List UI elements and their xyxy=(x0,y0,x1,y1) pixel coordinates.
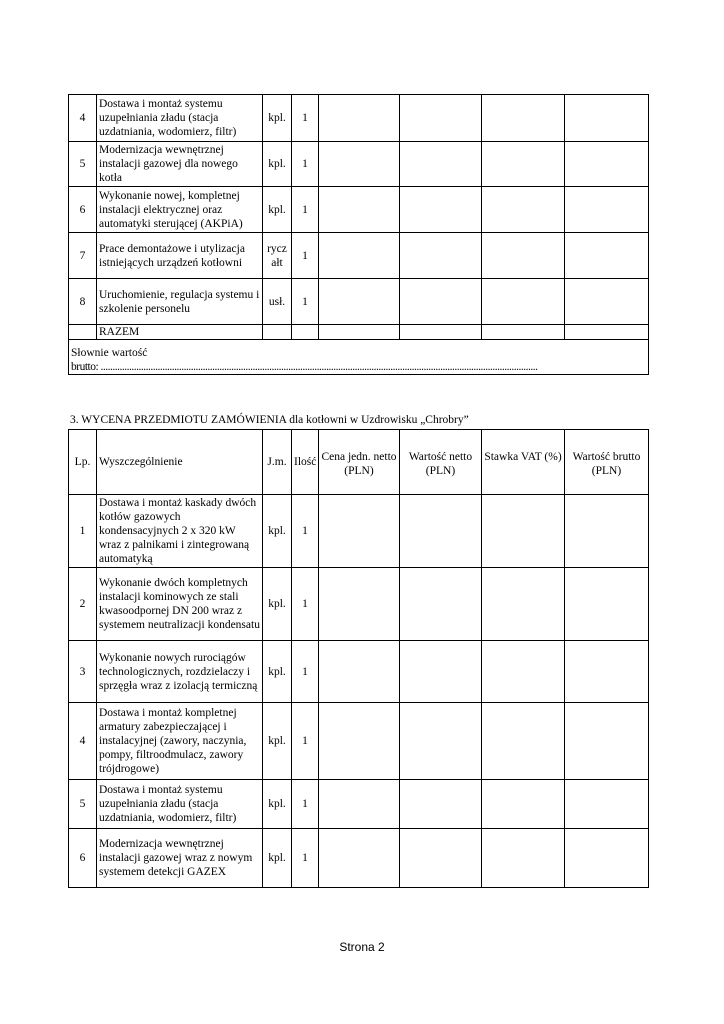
gross-value-cell[interactable] xyxy=(565,495,649,568)
gross-value-cell[interactable] xyxy=(565,233,649,279)
header-gross-value: Wartość brutto (PLN) xyxy=(565,430,649,495)
table-row xyxy=(69,279,649,325)
gross-value-cell[interactable] xyxy=(565,641,649,703)
row-number: 4 xyxy=(69,703,97,780)
unit-price-cell[interactable] xyxy=(319,233,400,279)
header-quantity: Ilość xyxy=(292,430,319,495)
table-row xyxy=(69,829,649,888)
table-row xyxy=(69,142,649,187)
total-unit-price-cell[interactable] xyxy=(319,325,400,340)
vat-rate-cell[interactable] xyxy=(482,233,565,279)
net-value-cell[interactable] xyxy=(400,233,482,279)
unit-price-cell[interactable] xyxy=(319,703,400,780)
row-unit: kpl. xyxy=(263,641,292,703)
row-unit: kpl. xyxy=(263,95,292,142)
net-value-cell[interactable] xyxy=(400,568,482,641)
vat-rate-cell[interactable] xyxy=(482,142,565,187)
row-description: Dostawa i montaż kaskady dwóch kotłów gazowych kondensacyjnych 2 x 320 kW wraz z palnikami i zintegrowaną automatyką xyxy=(97,495,263,568)
header-vat-rate: Stawka VAT (%) xyxy=(482,430,565,495)
gross-value-cell[interactable] xyxy=(565,780,649,829)
amount-in-words-label: Słownie wartość xyxy=(71,347,148,359)
vat-rate-cell[interactable] xyxy=(482,780,565,829)
vat-rate-cell[interactable] xyxy=(482,279,565,325)
row-description: Wykonanie nowej, kompletnej instalacji elektrycznej oraz automatyki sterującej (AKPiA) xyxy=(97,187,263,233)
row-description: Wykonanie nowych rurociągów technologicznych, rozdzielaczy i sprzęgła wraz z izolacją termiczną xyxy=(97,641,263,703)
net-value-cell[interactable] xyxy=(400,495,482,568)
table-row xyxy=(69,495,649,568)
row-quantity: 1 xyxy=(292,641,319,703)
row-description: Modernizacja wewnętrznej instalacji gazowej wraz z nowym systemem detekcji GAZEX xyxy=(97,829,263,888)
amount-in-words-row xyxy=(69,340,649,375)
unit-price-cell[interactable] xyxy=(319,495,400,568)
row-number: 7 xyxy=(69,233,97,279)
table-row xyxy=(69,233,649,279)
unit-price-cell[interactable] xyxy=(319,780,400,829)
row-quantity: 1 xyxy=(292,703,319,780)
total-vat-cell[interactable] xyxy=(482,325,565,340)
unit-price-cell[interactable] xyxy=(319,95,400,142)
row-unit: kpl. xyxy=(263,829,292,888)
row-description: Wykonanie dwóch kompletnych instalacji kominowych ze stali kwasoodpornej DN 200 wraz z systemem neutralizacji kondensatu xyxy=(97,568,263,641)
row-number: 4 xyxy=(69,95,97,142)
gross-value-cell[interactable] xyxy=(565,703,649,780)
gross-value-cell[interactable] xyxy=(565,829,649,888)
vat-rate-cell[interactable] xyxy=(482,703,565,780)
pricing-table xyxy=(68,429,649,888)
header-unit: J.m. xyxy=(263,430,292,495)
row-number: 5 xyxy=(69,142,97,187)
table-row xyxy=(69,780,649,829)
vat-rate-cell[interactable] xyxy=(482,641,565,703)
header-row xyxy=(69,430,649,495)
row-unit: kpl. xyxy=(263,703,292,780)
table-row xyxy=(69,641,649,703)
vat-rate-cell[interactable] xyxy=(482,495,565,568)
row-unit: kpl. xyxy=(263,780,292,829)
pricing-table-continued xyxy=(68,94,649,375)
amount-in-words-line: brutto: ........................................................................................................................................................................................ xyxy=(71,361,538,373)
vat-rate-cell[interactable] xyxy=(482,95,565,142)
row-unit: kpl. xyxy=(263,495,292,568)
vat-rate-cell[interactable] xyxy=(482,187,565,233)
total-qty-cell xyxy=(292,325,319,340)
header-description: Wyszczególnienie xyxy=(97,430,263,495)
row-unit: kpl. xyxy=(263,187,292,233)
row-unit: rycz ałt xyxy=(263,233,292,279)
gross-value-cell[interactable] xyxy=(565,142,649,187)
row-number: 6 xyxy=(69,829,97,888)
row-description: Dostawa i montaż systemu uzupełniania zładu (stacja uzdatniania, wodomierz, filtr) xyxy=(97,95,263,142)
row-description: Dostawa i montaż systemu uzupełniania zładu (stacja uzdatniania, wodomierz, filtr) xyxy=(97,780,263,829)
row-quantity: 1 xyxy=(292,495,319,568)
amount-in-words-cell[interactable] xyxy=(69,340,649,375)
row-number: 3 xyxy=(69,641,97,703)
row-quantity: 1 xyxy=(292,780,319,829)
net-value-cell[interactable] xyxy=(400,641,482,703)
net-value-cell[interactable] xyxy=(400,279,482,325)
row-quantity: 1 xyxy=(292,142,319,187)
unit-price-cell[interactable] xyxy=(319,142,400,187)
row-number: 5 xyxy=(69,780,97,829)
row-unit: kpl. xyxy=(263,568,292,641)
net-value-cell[interactable] xyxy=(400,780,482,829)
unit-price-cell[interactable] xyxy=(319,279,400,325)
total-unit-cell xyxy=(263,325,292,340)
total-gross-cell[interactable] xyxy=(565,325,649,340)
header-net-value: Wartość netto (PLN) xyxy=(400,430,482,495)
row-unit: kpl. xyxy=(263,142,292,187)
page-number: Strona 2 xyxy=(339,940,385,954)
row-quantity: 1 xyxy=(292,279,319,325)
net-value-cell[interactable] xyxy=(400,187,482,233)
row-quantity: 1 xyxy=(292,187,319,233)
gross-value-cell[interactable] xyxy=(565,95,649,142)
row-number: 6 xyxy=(69,187,97,233)
row-quantity: 1 xyxy=(292,829,319,888)
row-description: Prace demontażowe i utylizacja istniejących urządzeń kotłowni xyxy=(97,233,263,279)
row-quantity: 1 xyxy=(292,233,319,279)
row-description: Modernizacja wewnętrznej instalacji gazowej dla nowego kotła xyxy=(97,142,263,187)
net-value-cell[interactable] xyxy=(400,142,482,187)
unit-price-cell[interactable] xyxy=(319,568,400,641)
section-title: 3. WYCENA PRZEDMIOTU ZAMÓWIENIA dla kotłowni w Uzdrowisku „Chrobry” xyxy=(70,414,469,426)
row-quantity: 1 xyxy=(292,568,319,641)
total-net-cell[interactable] xyxy=(400,325,482,340)
row-unit: usł. xyxy=(263,279,292,325)
row-description: Uruchomienie, regulacja systemu i szkolenie personelu xyxy=(97,279,263,325)
vat-rate-cell[interactable] xyxy=(482,829,565,888)
gross-value-cell[interactable] xyxy=(565,279,649,325)
header-lp: Lp. xyxy=(69,430,97,495)
row-description: Dostawa i montaż kompletnej armatury zabezpieczającej i instalacyjnej (zawory, naczynia, pompy, filtroodmulacz, zawory trójdrogowe) xyxy=(97,703,263,780)
header-unit-price: Cena jedn. netto (PLN) xyxy=(319,430,400,495)
gross-value-cell[interactable] xyxy=(565,568,649,641)
total-lp-cell xyxy=(69,325,97,340)
net-value-cell[interactable] xyxy=(400,829,482,888)
net-value-cell[interactable] xyxy=(400,703,482,780)
row-number: 8 xyxy=(69,279,97,325)
net-value-cell[interactable] xyxy=(400,95,482,142)
table-row xyxy=(69,187,649,233)
total-label: RAZEM xyxy=(97,325,263,340)
vat-rate-cell[interactable] xyxy=(482,568,565,641)
table-row xyxy=(69,703,649,780)
table-row xyxy=(69,95,649,142)
row-number: 2 xyxy=(69,568,97,641)
unit-price-cell[interactable] xyxy=(319,187,400,233)
table-row xyxy=(69,568,649,641)
total-row xyxy=(69,325,649,340)
row-quantity: 1 xyxy=(292,95,319,142)
unit-price-cell[interactable] xyxy=(319,829,400,888)
row-number: 1 xyxy=(69,495,97,568)
unit-price-cell[interactable] xyxy=(319,641,400,703)
gross-value-cell[interactable] xyxy=(565,187,649,233)
